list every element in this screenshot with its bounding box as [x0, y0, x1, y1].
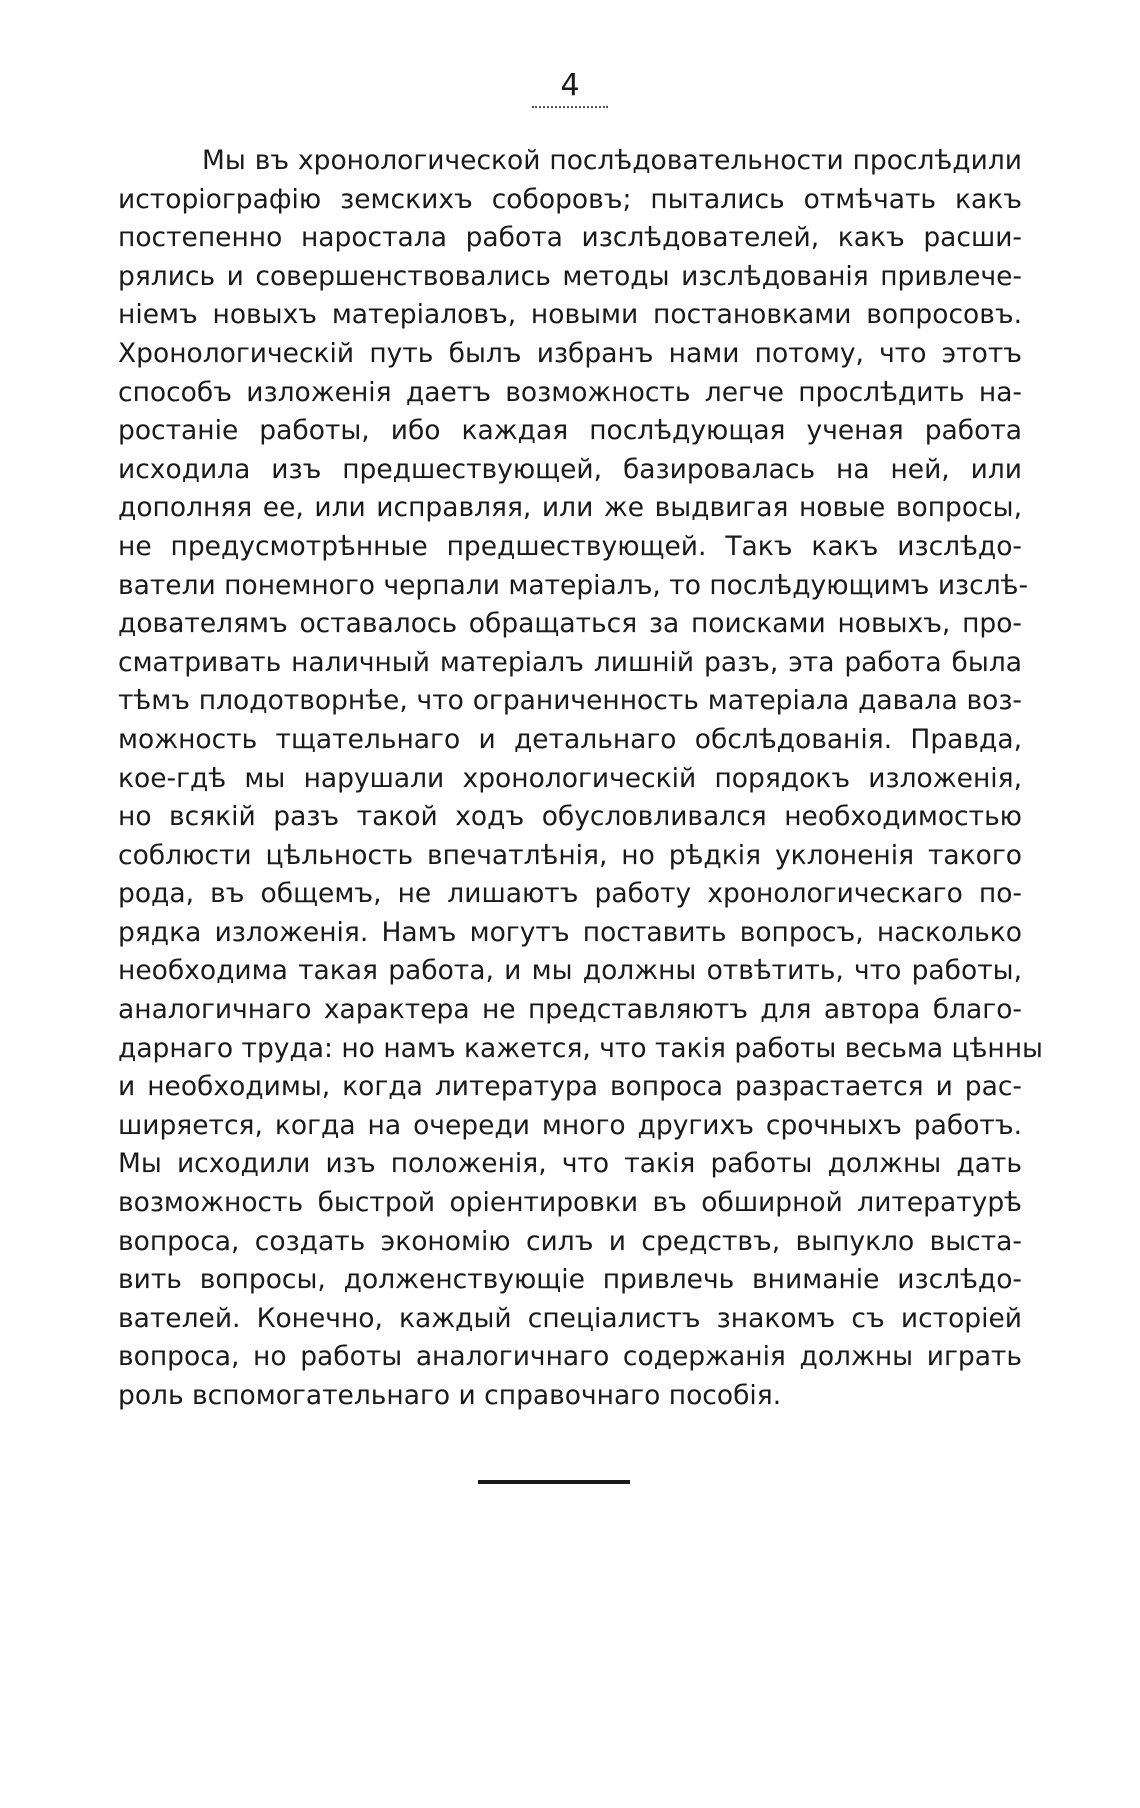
text-line: ніемъ новыхъ матеріаловъ, новыми постановками вопросовъ.: [118, 299, 1022, 331]
text-line: и необходимы, когда литература вопроса разрастается и рас-: [118, 1071, 1022, 1103]
text-line: исторіографію земскихъ соборовъ; пытались отмѣчать какъ: [118, 183, 1022, 215]
text-line: постепенно наростала работа изслѣдователей, какъ расши-: [118, 222, 1022, 254]
text-line: аналогичнаго характера не представляютъ для автора благо-: [118, 994, 1022, 1026]
text-line: способъ изложенія даетъ возможность легче прослѣдить на-: [118, 376, 1022, 408]
text-line: Мы въ хронологической послѣдовательности прослѣдили: [202, 145, 1022, 176]
text-line: возможность быстрой оріентировки въ обширной литературѣ: [118, 1187, 1022, 1219]
text-line: необходима такая работа, и мы должны отвѣтить, что работы,: [118, 955, 1022, 987]
text-line: исходила изъ предшествующей, базировалась на ней, или: [118, 453, 1022, 485]
text-line: можность тщательнаго и детальнаго обслѣдованія. Правда,: [118, 723, 1022, 755]
text-line: сматривать наличный матеріалъ лишній разъ, эта работа была: [118, 646, 1022, 678]
text-line: Мы исходили изъ положенія, что такія работы должны дать: [118, 1148, 1022, 1180]
body-paragraph: [118, 142, 1043, 1416]
text-line: дователямъ оставалось обращаться за поисками новыхъ, про-: [118, 608, 1022, 640]
text-line: соблюсти цѣльность впечатлѣнія, но рѣдкія уклоненія такого: [118, 839, 1022, 871]
text-line: ширяется, когда на очереди много другихъ срочныхъ работъ.: [118, 1109, 1022, 1141]
text-line: вить вопросы, долженствующіе привлечь вниманіе изслѣдо-: [118, 1264, 1022, 1296]
text-line: тѣмъ плодотворнѣе, что ограниченность матеріала давала воз-: [118, 685, 1022, 717]
text-line: вателей. Конечно, каждый спеціалистъ знакомъ съ исторіей: [118, 1302, 1022, 1334]
text-line: вопроса, создать экономію силъ и средствъ, выпукло выста-: [118, 1225, 1022, 1257]
text-line: вопроса, но работы аналогичнаго содержанія должны играть: [118, 1341, 1022, 1373]
text-line: дарнаго труда: но намъ кажется, что такія работы весьма цѣнны: [118, 1032, 1043, 1064]
text-line: дополняя ее, или исправляя, или же выдвигая новые вопросы,: [118, 492, 1022, 524]
text-line: не предусмотрѣнные предшествующей. Такъ какъ изслѣдо-: [118, 530, 1022, 562]
text-line: кое-гдѣ мы нарушали хронологическій порядокъ изложенія,: [118, 762, 1022, 794]
text-line: ватели понемного черпали матеріалъ, то послѣдующимъ изслѣ-: [118, 569, 1029, 601]
text-line: рялись и совершенствовались методы изслѣдованія привлече-: [118, 260, 1022, 292]
text-line: рода, въ общемъ, не лишаютъ работу хронологическаго по-: [118, 878, 1022, 910]
text-line: роль вспомогательнаго и справочнаго пособія.: [118, 1380, 782, 1411]
text-line: рядка изложенія. Намъ могутъ поставить вопросъ, насколько: [118, 916, 1022, 948]
text-line: ростаніе работы, ибо каждая послѣдующая ученая работа: [118, 415, 1022, 447]
text-line: Хронологическій путь былъ избранъ нами потому, что этотъ: [118, 337, 1022, 369]
page-number-rule: [532, 106, 608, 108]
end-rule: [478, 1480, 630, 1484]
page-number: 4: [560, 68, 580, 103]
text-line: но всякій разъ такой ходъ обусловливался необходимостью: [118, 801, 1022, 833]
